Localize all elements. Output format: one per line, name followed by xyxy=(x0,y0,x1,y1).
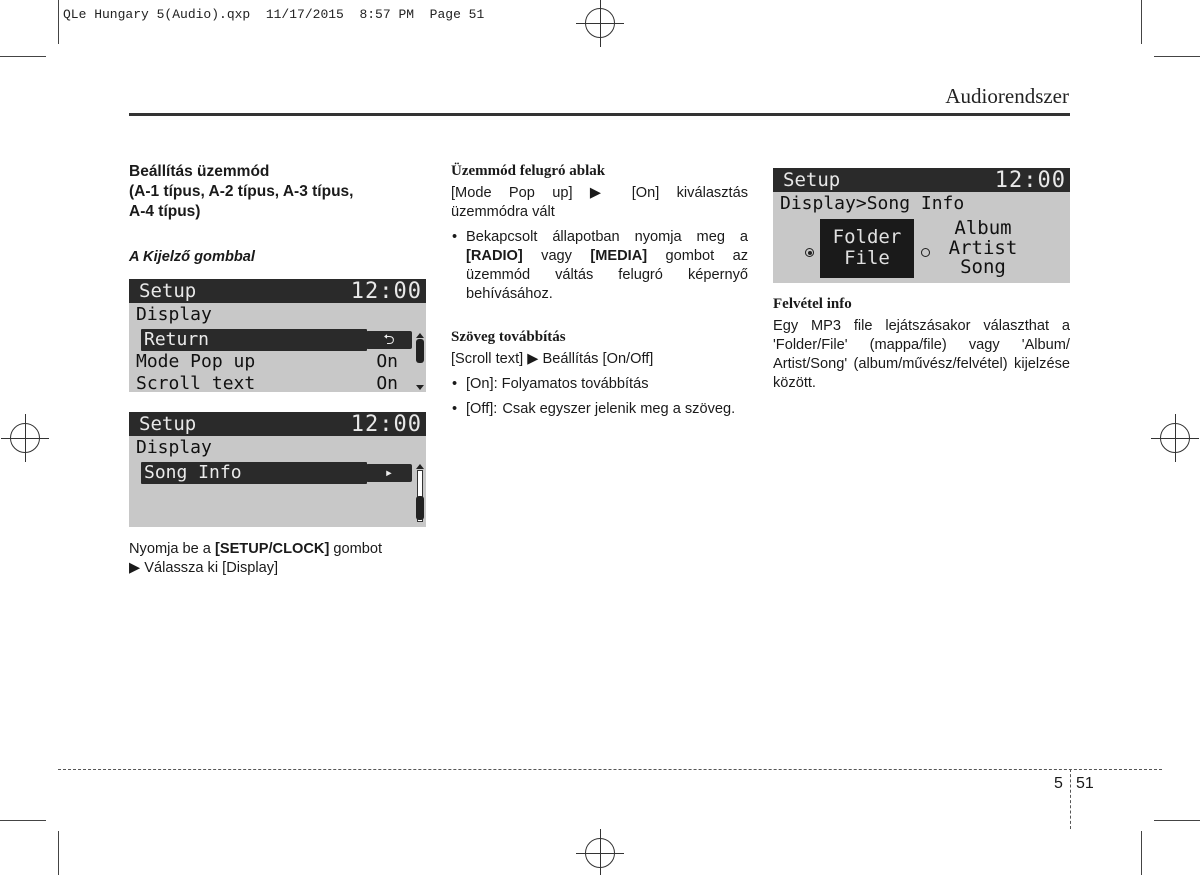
menu-row-label: Song Info xyxy=(141,462,367,484)
scrollbar-thumb xyxy=(416,496,424,520)
middle-column xyxy=(451,162,748,419)
option-line: Album xyxy=(954,217,1012,239)
bullet-text: gombot az üzemmód váltás felugró képernyő behívásához. xyxy=(466,248,749,302)
crop-mark xyxy=(1154,56,1200,57)
footer-rule xyxy=(58,769,1162,770)
menu-row-label: Scroll text xyxy=(136,373,256,392)
section-heading xyxy=(129,162,426,222)
caption-text: gombot xyxy=(329,541,383,557)
crop-mark xyxy=(58,831,59,875)
heading-line: Beállítás üzemmód xyxy=(129,163,270,180)
bullet-item: • [On]: Folyamatos továbbítás xyxy=(451,375,748,394)
paragraph: Egy MP3 file lejátszásakor választhat a 'Folder/File' (mappa/file) vagy 'Album/ Artist/Song' (album/művész/felvétel) kijelzése között. xyxy=(773,318,1070,391)
bullet-button-name: [RADIO] xyxy=(466,248,523,264)
menu-row-value: On xyxy=(376,373,398,392)
song-info-screen xyxy=(773,168,1070,283)
crop-mark xyxy=(1154,820,1200,821)
bullet-button-name: [MEDIA] xyxy=(590,248,648,264)
option-album-artist-song xyxy=(943,219,1023,278)
crop-mark xyxy=(0,56,46,57)
scroll-up-icon xyxy=(416,464,424,469)
screen-title: Setup xyxy=(139,412,197,435)
radio-selected-icon xyxy=(805,248,814,257)
setup-display-screen xyxy=(129,279,426,392)
screen-menu-label: Display xyxy=(136,304,212,325)
menu-row-song-info xyxy=(129,462,426,484)
bullet-text: vagy xyxy=(522,248,591,264)
screen-path: Display>Song Info xyxy=(780,193,965,214)
registration-mark xyxy=(585,838,615,868)
paragraph: [Scroll text] ▶ Beállítás [On/Off] xyxy=(451,351,654,367)
caption-text: ▶ Válassza ki [Display] xyxy=(129,560,279,576)
radio-unselected-icon xyxy=(921,248,930,257)
screen-menu-label: Display xyxy=(136,437,212,458)
bullet-text: Bekapcsolt állapotban nyomja meg a xyxy=(466,229,748,245)
crop-mark xyxy=(0,820,46,821)
caption xyxy=(129,540,426,578)
heading-line: A-4 típus) xyxy=(129,203,201,220)
menu-row-return xyxy=(129,329,426,351)
bullet-item xyxy=(451,400,748,419)
menu-row-label: Mode Pop up xyxy=(136,351,256,372)
option-line: File xyxy=(844,247,890,269)
scrollbar-thumb xyxy=(416,339,424,363)
screen-clock: 12:00 xyxy=(350,279,422,304)
section-title-scroll-text: Szöveg továbbítás xyxy=(451,329,566,345)
bullet-hanging xyxy=(466,400,748,419)
caption-button-name: [SETUP/CLOCK] xyxy=(214,541,330,557)
scroll-down-icon xyxy=(416,385,424,390)
chapter-number: 5 xyxy=(1054,775,1063,792)
bullet-text: Csak egyszer jelenik meg a szöveg. xyxy=(502,401,736,417)
crop-mark xyxy=(1141,831,1142,875)
page-header-title: Audiorendszer xyxy=(945,84,1069,108)
return-icon: ⮌ xyxy=(366,331,412,349)
heading-line: (A-1 típus, A-2 típus, A-3 típus, xyxy=(129,183,354,200)
registration-mark xyxy=(10,423,40,453)
registration-mark xyxy=(1160,423,1190,453)
registration-mark xyxy=(585,8,615,38)
option-folder-file xyxy=(820,219,914,278)
menu-row-mode-popup xyxy=(129,351,426,373)
screen-title: Setup xyxy=(139,279,197,302)
screen-clock: 12:00 xyxy=(350,412,422,437)
option-line: Folder xyxy=(832,226,902,248)
screen-title-bar xyxy=(129,279,426,303)
menu-row-scroll-text xyxy=(129,373,426,392)
caption-text: Nyomja be a xyxy=(129,541,215,557)
paragraph: [Mode Pop up] ▶ [On] kiválasztás üzemmódra vált xyxy=(451,185,748,220)
right-column xyxy=(773,162,1070,393)
section-title-mode-popup: Üzemmód felugró ablak xyxy=(451,163,606,179)
option-line: Artist xyxy=(948,236,1018,259)
screen-title-bar xyxy=(129,412,426,436)
section-title-song-info: Felvétel info xyxy=(773,296,852,312)
setup-display-screen xyxy=(129,412,426,527)
print-slug: QLe Hungary 5(Audio).qxp 11/17/2015 8:57 PM Page 51 xyxy=(63,7,485,22)
footer-divider xyxy=(1070,769,1071,829)
screen-clock: 12:00 xyxy=(994,168,1066,193)
option-line: Song xyxy=(960,256,1006,278)
scroll-up-icon xyxy=(416,333,424,338)
left-column xyxy=(129,162,426,578)
chevron-right-icon: ▸ xyxy=(366,464,412,482)
sub-heading: A Kijelző gombbal xyxy=(129,249,255,265)
page-number: 51 xyxy=(1076,775,1094,792)
screen-title: Setup xyxy=(783,168,841,191)
crop-mark xyxy=(58,0,59,44)
header-rule xyxy=(129,113,1070,116)
menu-row-label: Return xyxy=(141,329,367,351)
menu-row-value: On xyxy=(376,351,398,372)
crop-mark xyxy=(1141,0,1142,44)
bullet-item xyxy=(451,228,748,304)
screen-title-bar xyxy=(773,168,1070,192)
bullet-key: • [Off]: xyxy=(466,401,498,417)
